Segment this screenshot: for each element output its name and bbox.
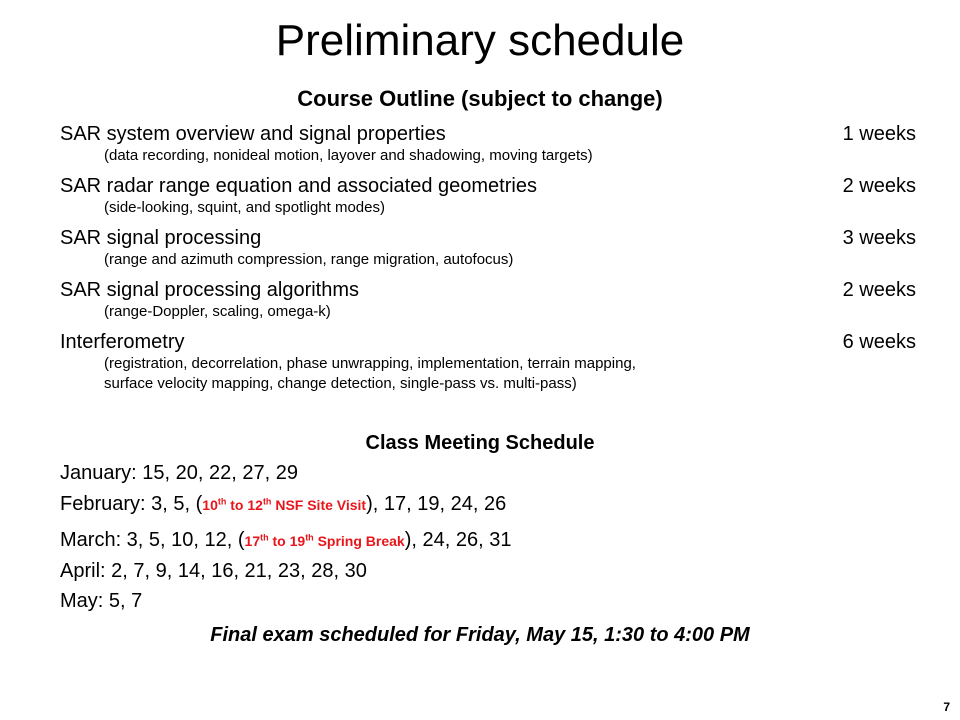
schedule-april: April: 2, 7, 9, 14, 16, 21, 23, 28, 30: [60, 560, 367, 582]
schedule-text: ), 17, 19, 24, 26: [366, 493, 507, 515]
topic-item: [60, 278, 916, 322]
site-visit-note: [202, 497, 366, 513]
topic-duration: 3 weeks: [842, 227, 916, 249]
note-text: to 12: [226, 497, 263, 513]
schedule-january: January: 15, 20, 22, 27, 29: [60, 462, 298, 484]
ordinal-suffix: th: [217, 496, 227, 507]
topic-item: [60, 330, 916, 394]
class-meeting-heading: Class Meeting Schedule: [365, 432, 595, 454]
ordinal-suffix: th: [262, 496, 272, 507]
topic-duration: 1 weeks: [842, 123, 916, 145]
note-text: to 19: [268, 533, 306, 549]
topic-detail: (range-Doppler, scaling, omega-k): [104, 303, 331, 320]
topic-detail: (data recording, nonideal motion, layover and shadowing, moving targets): [104, 147, 593, 164]
topic-detail: (registration, decorrelation, phase unwrapping, implementation, terrain mapping,: [104, 355, 636, 372]
topic-item: [60, 226, 916, 270]
topic-name: SAR system overview and signal properties: [60, 123, 446, 145]
note-text: NSF Site Visit: [271, 497, 367, 513]
topic-detail: surface velocity mapping, change detection, single-pass vs. multi-pass): [104, 375, 577, 392]
note-text: Spring Break: [313, 533, 405, 549]
topic-name: SAR signal processing algorithms: [60, 279, 360, 301]
ordinal-suffix: th: [260, 532, 269, 543]
topic-duration: 2 weeks: [842, 279, 916, 301]
topic-duration: 6 weeks: [842, 331, 916, 353]
schedule-text: February: 3, 5, (: [60, 493, 203, 515]
page-title: Preliminary schedule: [275, 16, 685, 65]
schedule-may: May: 5, 7: [60, 590, 143, 612]
topic-duration: 2 weeks: [842, 175, 916, 197]
topic-name: SAR signal processing: [60, 227, 262, 249]
topic-name: SAR radar range equation and associated geometries: [60, 175, 537, 197]
note-text: 17: [244, 533, 261, 549]
topic-detail: (range and azimuth compression, range migration, autofocus): [104, 251, 514, 268]
schedule-march: [60, 527, 511, 554]
topic-item: [60, 122, 916, 166]
course-outline-heading: Course Outline (subject to change): [297, 86, 663, 111]
schedule-text: March: 3, 5, 10, 12, (: [60, 529, 245, 551]
topic-detail: (side-looking, squint, and spotlight modes): [104, 199, 385, 216]
note-text: 10: [202, 497, 218, 513]
final-exam-note: Final exam scheduled for Friday, May 15, 1:30 to 4:00 PM: [210, 624, 750, 646]
topic-item: [60, 174, 916, 218]
schedule-february: [60, 491, 506, 518]
schedule-text: ), 24, 26, 31: [404, 529, 512, 551]
ordinal-suffix: th: [305, 532, 314, 543]
topic-name: Interferometry: [60, 331, 185, 353]
spring-break-note: [245, 533, 405, 549]
page-number: 7: [943, 700, 950, 714]
